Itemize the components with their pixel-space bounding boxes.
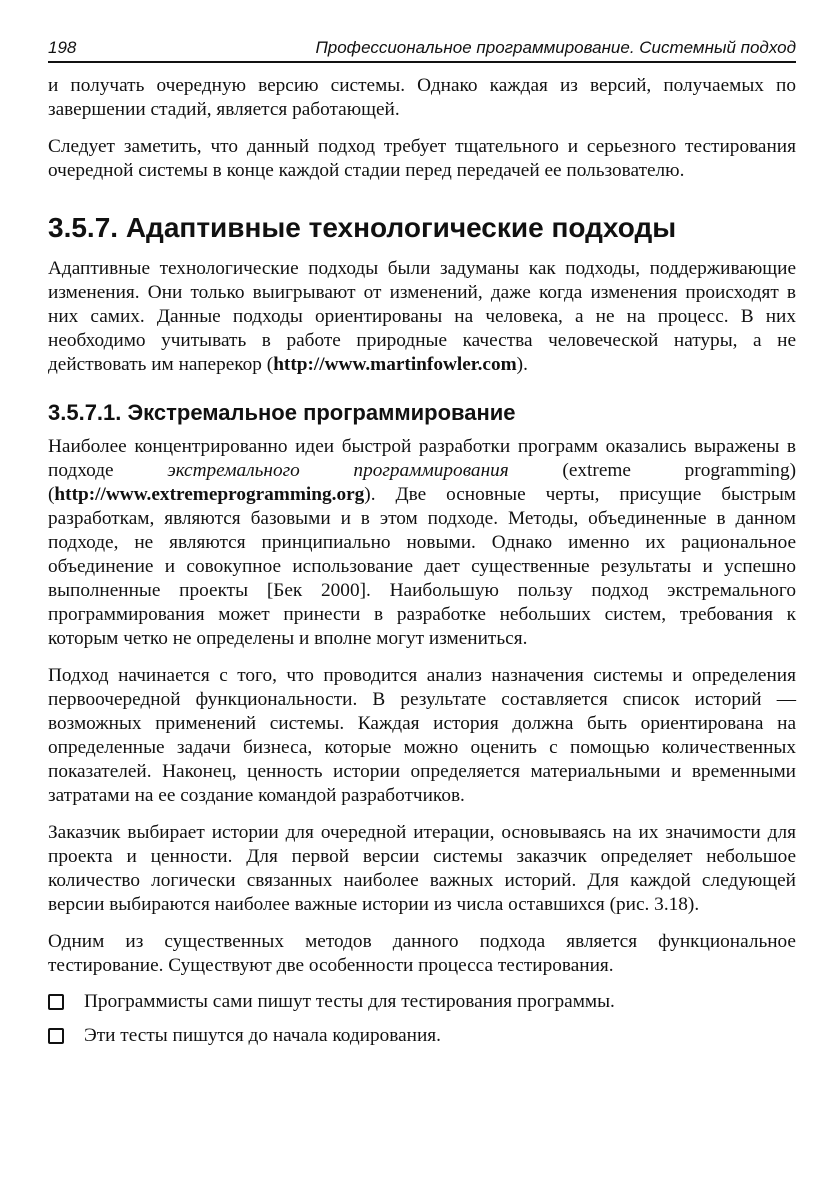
xp-intro-c: ). Две основные черты, присущие быстрым разработкам, являются базовыми и в этом подходе. Методы, объединенные в данном подходе, не являются принципиально новыми. Однако именно их рациональное объединение и совокупное использование дает существенные результаты и успешно выполненные проекты [Бек 2000]. Наибольшую пользу подход экстремального программирования может принести в разработке небольших систем, требования к которым четко не определены и вполне могут измениться. — [48, 484, 796, 649]
paragraph-stories: Подход начинается с того, что проводится анализ назначения системы и определения первоочередной функциональности. В результате составляется список историй — возможных применений системы. Каждая история должна быть ориентирована на определенные задачи бизнеса, которые можно оценить с помощью количественных показателей. Наконец, ценность истории определяется материальными и временными затратами на ее создание командой разработчиков. — [48, 665, 796, 806]
paragraph-testing-note: Следует заметить, что данный подход требует тщательного и серьезного тестирования очередной системы в конце каждой стадии перед передачей ее пользователю. — [48, 136, 796, 181]
page-number: 198 — [48, 38, 77, 57]
xp-intro-b: (extreme programming) ( — [48, 460, 797, 505]
paragraph-customer: Заказчик выбирает истории для очередной итерации, основываясь на их значимости для проекта и ценности. Для первой версии системы заказчик определяет небольшое количество логически связанных наиболее важных историй. Для каждой следующей версии выбираются наиболее важные истории из числа оставшихся (рис. 3.18). — [48, 822, 796, 915]
paragraph-continuation: и получать очередную версию системы. Однако каждая из версий, получаемых по завершении стадий, является работающей. — [48, 75, 796, 120]
paragraph-xp-intro — [48, 435, 796, 651]
subsection-heading: 3.5.7.1. Экстремальное программирование — [48, 400, 516, 425]
url-extremeprogramming: http://www.extremeprogramming.org — [54, 484, 365, 505]
list-item-text: Эти тесты пишутся до начала кодирования. — [84, 1025, 441, 1046]
book-page — [48, 38, 796, 1058]
section-heading: 3.5.7. Адаптивные технологические подходы — [48, 212, 677, 243]
xp-intro-a: Наиболее концентрированно идеи быстрой разработки программ оказались выражены в подходе — [48, 436, 796, 481]
paragraph-testing-method: Одним из существенных методов данного подхода является функциональное тестирование. Существуют две особенности процесса тестирования. — [48, 931, 796, 976]
xp-term: экстремального программирования — [167, 460, 509, 481]
adaptive-intro-text: Адаптивные технологические подходы были задуманы как подходы, поддерживающие изменения. Они только выигрывают от изменений, даже когда изменения происходят в них самих. Данные подходы ориентированы на человека, а не на процесс. В них необходимо учитывать в работе природные качества человеческой натуры, а не действовать им наперекор ( — [48, 258, 796, 375]
checkbox-bullet-icon — [48, 1028, 64, 1044]
paragraph-adaptive-intro — [48, 257, 796, 377]
list-item-text: Программисты сами пишут тесты для тестирования программы. — [84, 991, 615, 1012]
url-martinfowler: http://www.martinfowler.com — [273, 354, 517, 375]
bullet-list — [48, 990, 796, 1048]
adaptive-intro-end: ). — [516, 354, 528, 375]
list-item — [48, 1024, 796, 1048]
checkbox-bullet-icon — [48, 994, 64, 1010]
running-header — [48, 38, 796, 63]
list-item — [48, 990, 796, 1014]
running-title: Профессиональное программирование. Системный подход — [315, 38, 796, 57]
